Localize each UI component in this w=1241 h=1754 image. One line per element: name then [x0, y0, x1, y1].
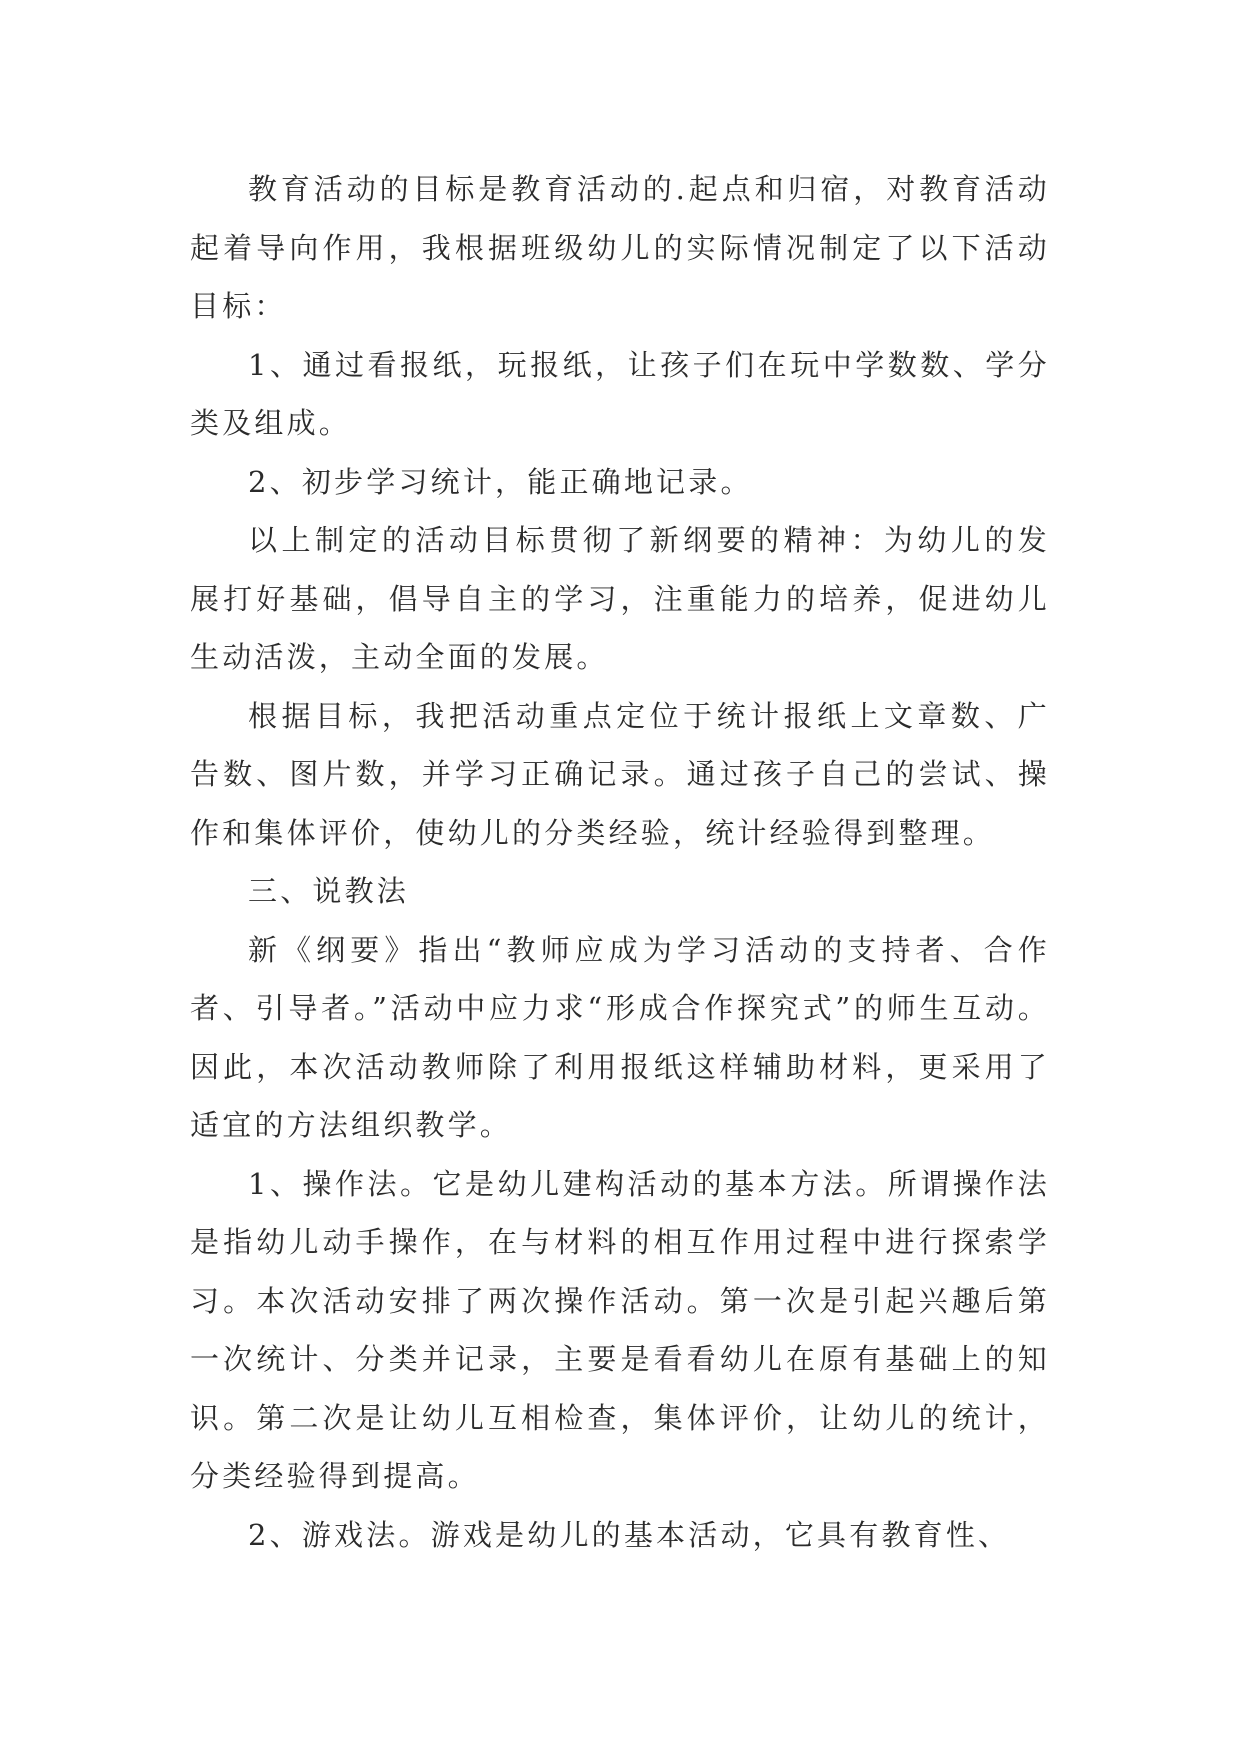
- document-body: [190, 160, 1050, 1564]
- section-heading-teaching-methods: 三、说教法: [248, 874, 410, 908]
- paragraph-goal-1: 1、通过看报纸，玩报纸，让孩子们在玩中学数数、学分类及组成。: [190, 347, 1050, 440]
- paragraph-goal-2: 2、初步学习统计，能正确地记录。: [248, 464, 753, 499]
- paragraph-activity-focus: 根据目标，我把活动重点定位于统计报纸上文章数、广告数、图片数，并学习正确记录。通过孩子自己的尝试、操作和集体评价，使幼儿的分类经验，统计经验得到整理。: [190, 698, 1050, 850]
- paragraph-guidelines-spirit: 以上制定的活动目标贯彻了新纲要的精神：为幼儿的发展打好基础，倡导自主的学习，注重能力的培养，促进幼儿生动活泼，主动全面的发展。: [190, 523, 1050, 674]
- paragraph-guidelines-quote: 新《纲要》指出“教师应成为学习活动的支持者、合作者、引导者。”活动中应力求“形成合作探究式”的师生互动。因此，本次活动教师除了利用报纸这样辅助材料，更采用了适宜的方法组织教学。: [190, 932, 1050, 1142]
- paragraph-game-method: 2、游戏法。游戏是幼儿的基本活动，它具有教育性、: [248, 1517, 1011, 1552]
- paragraph-activity-goals-intro: 教育活动的目标是教育活动的.起点和归宿，对教育活动起着导向作用，我根据班级幼儿的实际情况制定了以下活动目标：: [190, 172, 1050, 323]
- paragraph-operation-method: 1、操作法。它是幼儿建构活动的基本方法。所谓操作法是指幼儿动手操作，在与材料的相互作用过程中进行探索学习。本次活动安排了两次操作活动。第一次是引起兴趣后第一次统计、分类并记录，主要是看看幼儿在原有基础上的知识。第二次是让幼儿互相检查，集体评价，让幼儿的统计，分类经验得到提高。: [190, 1166, 1050, 1493]
